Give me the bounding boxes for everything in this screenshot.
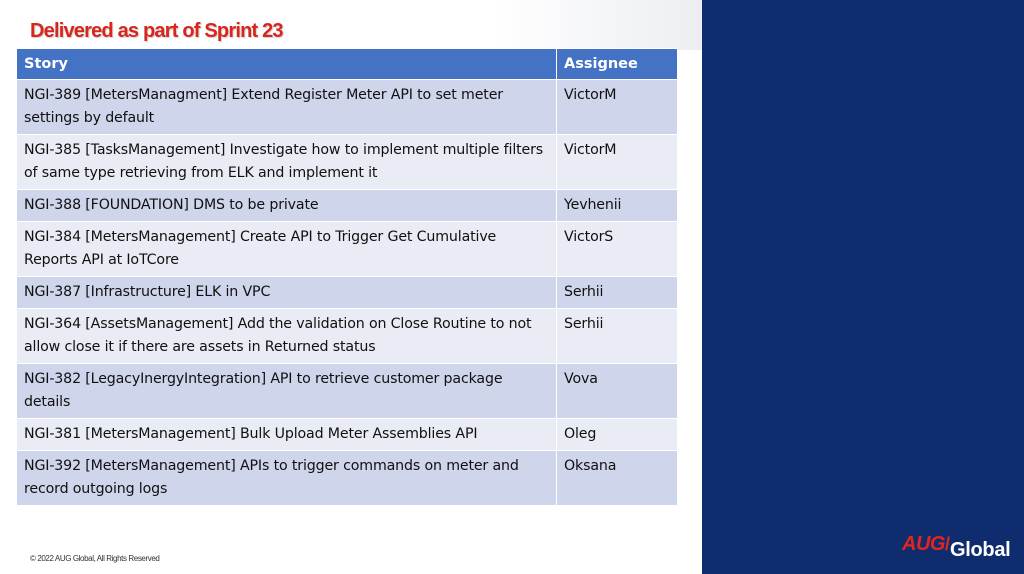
table-row bbox=[17, 277, 678, 309]
table-row bbox=[17, 222, 678, 277]
slide-title: Delivered as part of Sprint 23 bbox=[30, 20, 283, 42]
table-row bbox=[17, 364, 678, 419]
side-panel bbox=[702, 0, 1024, 574]
story-cell: NGI-385 [TasksManagement] Investigate how to implement multiple filters of same type retrieving from ELK and implement it bbox=[17, 135, 557, 190]
header-assignee: Assignee bbox=[557, 49, 678, 80]
table-row bbox=[17, 190, 678, 222]
table-row bbox=[17, 80, 678, 135]
story-cell: NGI-388 [FOUNDATION] DMS to be private bbox=[17, 190, 557, 222]
assignee-cell: Yevhenii bbox=[557, 190, 678, 222]
assignee-cell: VictorM bbox=[557, 135, 678, 190]
assignee-cell: VictorM bbox=[557, 80, 678, 135]
logo-global: Global bbox=[949, 539, 1011, 561]
table-row bbox=[17, 451, 678, 506]
logo-aug: AUG bbox=[902, 533, 945, 555]
story-cell: NGI-364 [AssetsManagement] Add the validation on Close Routine to not allow close it if there are assets in Returned status bbox=[17, 309, 557, 364]
assignee-cell: Vova bbox=[557, 364, 678, 419]
header-story: Story bbox=[17, 49, 557, 80]
story-cell: NGI-382 [LegacyInergyIntegration] API to retrieve customer package details bbox=[17, 364, 557, 419]
aug-global-logo bbox=[902, 532, 1011, 561]
assignee-cell: Oleg bbox=[557, 419, 678, 451]
story-cell: NGI-384 [MetersManagement] Create API to Trigger Get Cumulative Reports API at IoTCore bbox=[17, 222, 557, 277]
assignee-cell: VictorS bbox=[557, 222, 678, 277]
stories-table bbox=[16, 48, 678, 506]
copyright-text: © 2022 AUG Global, All Rights Reserved bbox=[30, 554, 160, 563]
assignee-cell: Oksana bbox=[557, 451, 678, 506]
table-row bbox=[17, 309, 678, 364]
table-row bbox=[17, 419, 678, 451]
story-cell: NGI-387 [Infrastructure] ELK in VPC bbox=[17, 277, 557, 309]
story-cell: NGI-392 [MetersManagement] APIs to trigger commands on meter and record outgoing logs bbox=[17, 451, 557, 506]
story-cell: NGI-389 [MetersManagment] Extend Register Meter API to set meter settings by default bbox=[17, 80, 557, 135]
assignee-cell: Serhii bbox=[557, 277, 678, 309]
logo-slash: / bbox=[944, 534, 950, 554]
assignee-cell: Serhii bbox=[557, 309, 678, 364]
story-cell: NGI-381 [MetersManagement] Bulk Upload Meter Assemblies API bbox=[17, 419, 557, 451]
table-header-row bbox=[17, 49, 678, 80]
table-row bbox=[17, 135, 678, 190]
